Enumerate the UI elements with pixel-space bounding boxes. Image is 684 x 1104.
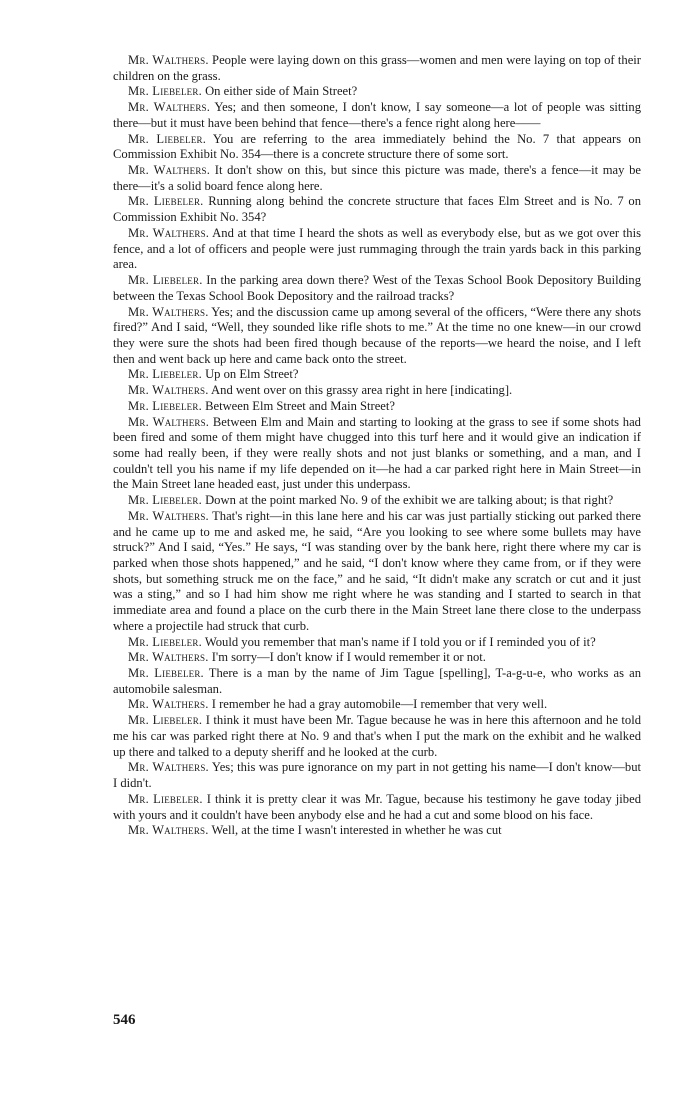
speaker-name: Mr. Liebeler. (128, 634, 202, 649)
speaker-name: Mr. Liebeler. (128, 666, 204, 681)
speaker-name: Mr. Liebeler. (128, 131, 207, 146)
testimony-paragraph (113, 493, 641, 509)
testimony-paragraph (113, 132, 641, 163)
testimony-paragraph (113, 367, 641, 383)
speaker-name: Mr. Walthers. (128, 760, 209, 775)
speech-text: You are referring to the area immediately behind the No. 7 that appears on Commission Exhibit No. 354—there is a concrete structure there of some sort. (113, 131, 641, 162)
speaker-name: Mr. Liebeler. (128, 84, 202, 99)
testimony-paragraph (113, 226, 641, 273)
speaker-name: Mr. Liebeler. (128, 493, 202, 508)
testimony-paragraph (113, 305, 641, 368)
speaker-name: Mr. Liebeler. (128, 194, 204, 209)
testimony-paragraph (113, 823, 641, 839)
speech-text: On either side of Main Street? (201, 84, 358, 99)
speech-text: It don't show on this, but since this picture was made, there's a fence—it may be there—it's a solid board fence along here. (113, 163, 641, 193)
speaker-name: Mr. Walthers. (128, 823, 209, 838)
speech-text: Running along behind the concrete structure that faces Elm Street and is No. 7 on Commission Exhibit No. 354? (113, 194, 641, 225)
speech-text: That's right—in this lane here and his car was just partially sticking out parked there and he came up to me and asked me, he said, “Are you looking to see where some bullets may have struck?” And I said, “Yes.” He says, “I was standing over by the bank here, right there where my car is parked when those shots happened,” and he said, “I don't know where they came from, or if they were shots, but something struck me on the face,” and he said, “It didn't make any scratch or cut and it just was a sting,” and so I had him show me right where he was standing and I started to search in that immediate area and found a place on the curb there in the Main Street lane there close to the underpass where a projectile had struck that curb. (113, 508, 641, 633)
speaker-name: Mr. Liebeler. (128, 273, 203, 288)
speaker-name: Mr. Walthers. (128, 414, 210, 429)
page-number: 546 (113, 1012, 136, 1028)
speech-text: Between Elm and Main and starting to looking at the grass to see if some shots had been fired and some of them might have chugged into this turf here and it would give an indication if some had really been, if they were really shots and not just blanks or something, and a man, and I couldn't tell you his name if my life depended on it—he had a car parked right here in Main Street—in the Main Street lane headed east, just under this underpass. (113, 414, 641, 492)
testimony-paragraph (113, 100, 641, 131)
speaker-name: Mr. Walthers. (128, 697, 209, 712)
speech-text: People were laying down on this grass—women and men were laying on top of their children on the grass. (113, 53, 641, 83)
speaker-name: Mr. Walthers. (128, 383, 209, 398)
testimony-paragraph (113, 415, 641, 494)
speech-text: Up on Elm Street? (201, 367, 299, 382)
testimony-paragraph (113, 53, 641, 84)
speech-text: Down at the point marked No. 9 of the exhibit we are talking about; is that right? (201, 493, 614, 508)
speaker-name: Mr. Walthers. (128, 163, 211, 178)
speech-text: Yes; and then someone, I don't know, I say someone—a lot of people was sitting there—but it must have been behind that fence—there's a fence right along here—— (113, 100, 641, 130)
testimony-paragraph (113, 84, 641, 100)
testimony-paragraph (113, 697, 641, 713)
testimony-paragraph (113, 760, 641, 791)
speech-text: In the parking area down there? West of the Texas School Book Depository Building between the Texas School Book Depository and the railroad tracks? (113, 273, 641, 303)
speaker-name: Mr. Walthers. (128, 304, 209, 319)
speech-text: I think it is pretty clear it was Mr. Tague, because his testimony he gave today jibed with yours and it couldn't have been anybody else and he had a cut and some blood on his face. (113, 791, 641, 822)
speaker-name: Mr. Liebeler. (128, 791, 203, 806)
speech-text: And at that time I heard the shots as well as everybody else, but as we got over this fence, and a lot of officers and people were just rummaging through the train yards back in this parking area. (113, 225, 641, 272)
testimony-paragraph (113, 635, 641, 651)
speech-text: I think it must have been Mr. Tague because he was in here this afternoon and he told me his car was parked right there at No. 9 and that's when I put the mark on the exhibit and he walked up there and talked to a deputy sheriff and he looked at the curb. (113, 713, 641, 759)
speech-text: I remember he had a gray automobile—I remember that very well. (208, 697, 548, 712)
speech-text: Would you remember that man's name if I told you or if I reminded you of it? (201, 634, 596, 649)
speaker-name: Mr. Walthers. (128, 650, 209, 665)
speech-text: Between Elm Street and Main Street? (201, 398, 395, 413)
testimony-paragraph (113, 383, 641, 399)
speaker-name: Mr. Walthers. (128, 225, 210, 240)
testimony-paragraph (113, 792, 641, 823)
speech-text: I'm sorry—I don't know if I would remember it or not. (208, 650, 486, 665)
testimony-paragraph (113, 713, 641, 760)
testimony-text (113, 53, 641, 839)
testimony-paragraph (113, 399, 641, 415)
testimony-paragraph (113, 666, 641, 697)
speaker-name: Mr. Walthers. (128, 508, 209, 523)
speaker-name: Mr. Liebeler. (128, 398, 202, 413)
testimony-paragraph (113, 650, 641, 666)
testimony-paragraph (113, 194, 641, 225)
speaker-name: Mr. Liebeler. (128, 367, 202, 382)
speaker-name: Mr. Walthers. (128, 100, 211, 115)
speech-text: Well, at the time I wasn't interested in whether he was cut (208, 823, 502, 838)
speech-text: And went over on this grassy area right in here [indicating]. (208, 383, 513, 398)
speaker-name: Mr. Liebeler. (128, 713, 203, 728)
speech-text: Yes; and the discussion came up among several of the officers, “Were there any shots fired?” And I said, “Well, they sounded like rifle shots to me.” At the time no one knew—in our crowd they were sure the shots had been fired though because of the reports—we heard the noise, and I left then and went back up here and came back onto the street. (113, 304, 641, 366)
speaker-name: Mr. Walthers. (128, 53, 209, 67)
testimony-paragraph (113, 273, 641, 304)
speech-text: There is a man by the name of Jim Tague [spelling], T-a-g-u-e, who works as an automobile salesman. (113, 666, 642, 696)
testimony-paragraph (113, 163, 641, 194)
testimony-paragraph (113, 509, 641, 635)
speech-text: Yes; this was pure ignorance on my part in not getting his name—I don't know—but I didn't. (113, 760, 641, 791)
